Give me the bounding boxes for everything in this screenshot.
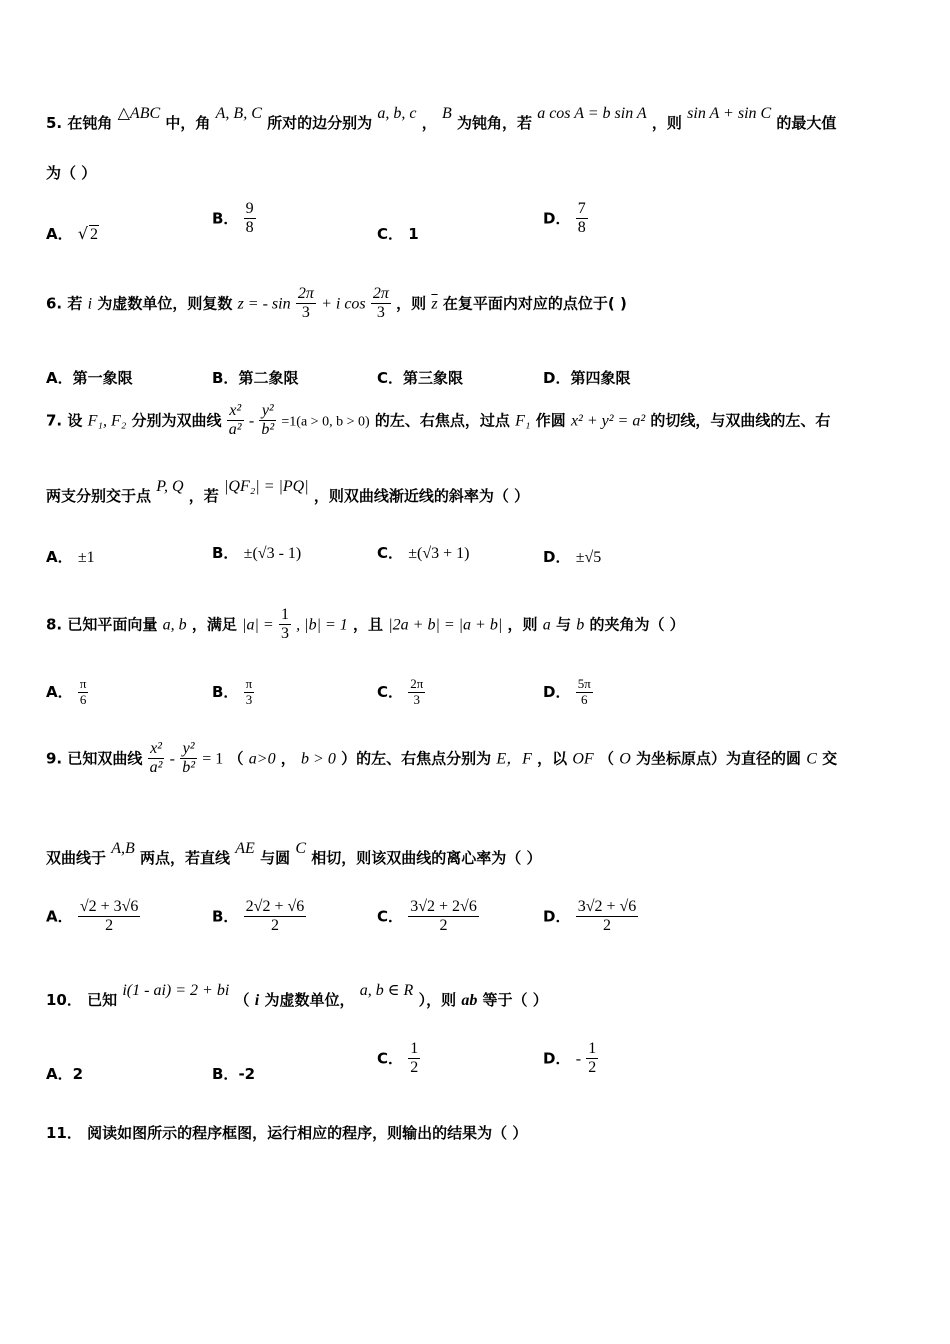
- math-z: z = - sin: [237, 295, 291, 313]
- option-c[interactable]: C． $\frac{3√2 + 2√6}{2}$: [377, 898, 477, 935]
- math-value: √ 2: [77, 224, 99, 243]
- math-fraction: $\frac{1}{3}$: [280, 606, 289, 643]
- option-c[interactable]: C． 1: [377, 225, 419, 243]
- math-vectors: a, b: [162, 616, 187, 634]
- option-d[interactable]: D．第四象限: [543, 369, 631, 387]
- question-6-line-1: 6. 若 i 为虚数单位，则复数 z = - sin $\frac{2\pi}{3}$ + i cos $\frac{2\pi}{3}$ ，则 $\overline{z}$ 在复平面内对应的点位于( ): [46, 285, 627, 322]
- option-d[interactable]: D． $\frac{3√2 + √6}{2}$: [543, 898, 637, 935]
- question-number: 11．: [46, 1124, 82, 1142]
- math-domain: a, b ∈ R: [359, 982, 414, 999]
- math-triangle: △ABC: [117, 105, 161, 122]
- question-5-line-1: 5. 在钝角 △ABC 中，角 A, B, C 所对的边分别为 a, b, c ， B 为钝角，若 a cos A = b sin A ，则 sin A + sin C 的最大值: [46, 105, 837, 132]
- math-fraction: $\frac{2√2 + √6}{2}$: [245, 898, 305, 935]
- math-fraction: $\frac{\text{x²}}{\text{a²}}$: [228, 402, 242, 439]
- math-norm-a: |a| =: [242, 616, 274, 634]
- question-number: 5.: [46, 114, 63, 132]
- math-foci: F₁, F₂: [87, 412, 127, 430]
- option-a[interactable]: A． $\frac{√2 + 3√6}{2}$: [46, 898, 139, 935]
- question-number: 9.: [46, 749, 63, 768]
- option-a[interactable]: A． $\frac{\pi}{6}$: [46, 676, 87, 707]
- math-fraction: $\frac{3√2 + 2√6}{2}$: [410, 898, 477, 935]
- option-c[interactable]: C． $\frac{1}{2}$: [377, 1040, 419, 1077]
- math-circle: x² + y² = a²: [570, 412, 646, 430]
- option-d[interactable]: D． - $\frac{1}{2}$: [543, 1040, 597, 1077]
- question-7-line-2: 两支分别交于点 P, Q ，若 |QF₂| = |PQ| ，则双曲线渐近线的斜率为（ ）: [46, 478, 530, 505]
- question-5-line-2: 为（ ）: [46, 164, 97, 182]
- option-d[interactable]: D． $\frac{7}{8}$: [543, 200, 586, 237]
- math-condition: a cos A = b sin A: [537, 105, 647, 122]
- option-a[interactable]: A． ±1: [46, 548, 95, 566]
- question-number: 7.: [46, 411, 63, 430]
- math-fraction: $\frac{2\pi}{3}$: [410, 676, 424, 707]
- math-fraction: $\frac{2\pi}{3}$: [372, 285, 389, 322]
- question-7-line-1: 7. 设 F₁, F₂ 分别为双曲线 $\frac{\text{x²}}{\text{a²}}$ - $\frac{\text{y²}}{\text{b²}}$ =1(a > 0, b > 0) 的左、右焦点，过点 F₁ 作圆 x² + y² = a² 的切线，与双曲线的左、右: [46, 402, 831, 439]
- option-b[interactable]: B．-2: [212, 1065, 256, 1083]
- math-z-conjugate: $\overline{z}$: [431, 295, 438, 313]
- question-9-line-2: 双曲线于 A,B 两点，若直线 AE 与圆 C 相切，则该双曲线的离心率为（ ）: [46, 840, 542, 867]
- question-11-line-1: 11． 阅读如图所示的程序框图，运行相应的程序，则输出的结果为（ ）: [46, 1124, 528, 1142]
- option-a[interactable]: A．第一象限: [46, 369, 133, 387]
- option-a[interactable]: A．2: [46, 1065, 84, 1083]
- math-condition: |2a + b| = |a + b|: [388, 616, 503, 634]
- math-condition: |QF₂| = |PQ|: [224, 478, 309, 495]
- option-b[interactable]: B． $\frac{9}{8}$: [212, 200, 254, 237]
- math-sides: a, b, c: [377, 105, 417, 122]
- math-fraction: $\frac{\pi}{6}$: [79, 676, 87, 707]
- option-b[interactable]: B． $\frac{\pi}{3}$: [212, 676, 253, 707]
- math-f1: F₁: [515, 412, 531, 430]
- math-fraction: $\frac{1}{2}$: [410, 1040, 419, 1077]
- math-pq: P, Q: [156, 478, 184, 495]
- math-fraction: $\frac{\text{x²}}{\text{a²}}$: [149, 740, 163, 777]
- math-fraction: $\frac{7}{8}$: [577, 200, 586, 237]
- question-10-line-1: 10． 已知 i(1 - ai) = 2 + bi （ i 为虚数单位， a, b ∈ R ），则 ab 等于（ ）: [46, 982, 548, 1009]
- math-fraction: $\frac{\pi}{3}$: [245, 676, 253, 707]
- question-number: 10．: [46, 991, 82, 1009]
- math-fraction: $\frac{3√2 + √6}{2}$: [577, 898, 637, 935]
- math-angles: A, B, C: [215, 105, 262, 122]
- math-fraction: $\frac{5\pi}{6}$: [577, 676, 591, 707]
- math-fraction: $\frac{\text{y²}}{\text{b²}}$: [182, 740, 196, 777]
- option-b[interactable]: B． ±(√3 - 1): [212, 544, 302, 562]
- math-fraction: $\frac{9}{8}$: [245, 200, 254, 237]
- option-d[interactable]: D． ±√5: [543, 548, 602, 566]
- math-fraction: $\frac{1}{2}$: [588, 1040, 597, 1077]
- question-8-line-1: 8. 已知平面向量 a, b ，满足 |a| = $\frac{1}{3}$ , |b| = 1 ，且 |2a + b| = |a + b| ，则 a 与 b 的夹角为（ ）: [46, 606, 685, 643]
- math-equation: i(1 - ai) = 2 + bi: [122, 982, 230, 999]
- math-i: i: [87, 295, 93, 313]
- option-b[interactable]: B． $\frac{2√2 + √6}{2}$: [212, 898, 305, 935]
- option-c[interactable]: C． $\frac{2\pi}{3}$: [377, 676, 424, 707]
- option-d[interactable]: D． $\frac{5\pi}{6}$: [543, 676, 591, 707]
- math-angle-b: B: [441, 105, 452, 122]
- math-fraction: $\frac{2\pi}{3}$: [297, 285, 314, 322]
- question-number: 8.: [46, 615, 63, 634]
- question-number: 6.: [46, 294, 63, 313]
- math-fraction: $\frac{√2 + 3√6}{2}$: [79, 898, 139, 935]
- math-fraction: $\frac{\text{y²}}{\text{b²}}$: [261, 402, 275, 439]
- option-a[interactable]: A． √ 2: [46, 224, 99, 243]
- option-b[interactable]: B．第二象限: [212, 369, 299, 387]
- option-c[interactable]: C．第三象限: [377, 369, 464, 387]
- question-9-line-1: 9. 已知双曲线 $\frac{\text{x²}}{\text{a²}}$ - $\frac{\text{y²}}{\text{b²}}$ = 1 （ a>0 ， b > 0 ）的左、右焦点分别为 E，F ，以 OF （ O 为坐标原点）为直径的圆 C 交: [46, 740, 838, 777]
- option-c[interactable]: C． ±(√3 + 1): [377, 544, 470, 562]
- math-expression: sin A + sin C: [687, 105, 772, 122]
- math-norm-b: , |b| = 1: [296, 616, 348, 634]
